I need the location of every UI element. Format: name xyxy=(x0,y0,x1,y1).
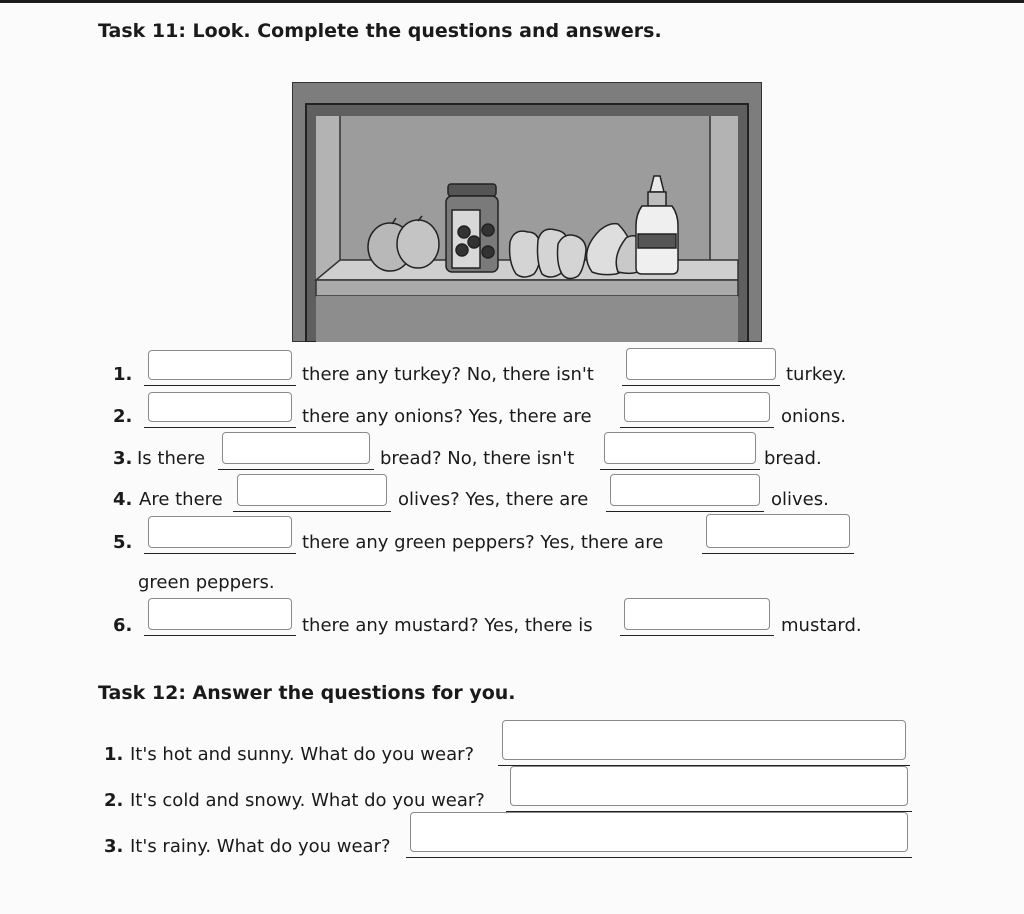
q3-blank-1[interactable] xyxy=(218,432,374,470)
q1-blank-2[interactable] xyxy=(622,348,780,386)
q4-text: olives? Yes, there are xyxy=(398,489,589,510)
q5-blank-2[interactable] xyxy=(702,514,854,554)
q3-text: bread? No, there isn't xyxy=(380,448,575,469)
t12-q3-answer[interactable] xyxy=(406,812,912,858)
q1-end: turkey. xyxy=(786,364,847,385)
q3-end: bread. xyxy=(764,448,822,469)
task12-title: Task 12: Answer the questions for you. xyxy=(98,682,516,704)
q4-end: olives. xyxy=(771,489,829,510)
fridge-illustration xyxy=(292,82,762,342)
q5-number: 5. xyxy=(113,532,133,553)
t12-q3-number: 3. xyxy=(104,836,124,857)
q4-start: Are there xyxy=(139,489,223,510)
t12-q2-number: 2. xyxy=(104,790,124,811)
q3-blank-2[interactable] xyxy=(600,432,760,470)
t12-q1-number: 1. xyxy=(104,744,124,765)
q2-end: onions. xyxy=(781,406,846,427)
t12-q2-text: It's cold and snowy. What do you wear? xyxy=(130,790,485,811)
task11-title: Task 11: Look. Complete the questions and answers. xyxy=(98,20,662,42)
q1-number: 1. xyxy=(113,364,133,385)
q4-number: 4. xyxy=(113,489,133,510)
olive-jar xyxy=(446,184,498,272)
q5-text: there any green peppers? Yes, there are xyxy=(302,532,664,553)
t12-q3-text: It's rainy. What do you wear? xyxy=(130,836,391,857)
q3-start: Is there xyxy=(137,448,206,469)
q2-blank-2[interactable] xyxy=(620,392,774,428)
q1-text: there any turkey? No, there isn't xyxy=(302,364,594,385)
q3-number: 3. xyxy=(113,448,133,469)
green-peppers xyxy=(510,229,586,278)
q6-text: there any mustard? Yes, there is xyxy=(302,615,593,636)
q5-blank-1[interactable] xyxy=(144,516,296,554)
q2-text: there any onions? Yes, there are xyxy=(302,406,592,427)
t12-q2-answer[interactable] xyxy=(506,766,912,812)
t12-q1-answer[interactable] xyxy=(498,720,910,766)
q2-blank-1[interactable] xyxy=(144,392,296,428)
q6-blank-1[interactable] xyxy=(144,598,296,636)
q1-blank-1[interactable] xyxy=(144,350,296,386)
top-border xyxy=(0,0,1024,3)
q4-blank-2[interactable] xyxy=(606,474,764,512)
q5-end: green peppers. xyxy=(138,572,275,593)
q6-end: mustard. xyxy=(781,615,862,636)
q2-number: 2. xyxy=(113,406,133,427)
t12-q1-text: It's hot and sunny. What do you wear? xyxy=(130,744,475,765)
q6-blank-2[interactable] xyxy=(620,598,774,636)
q4-blank-1[interactable] xyxy=(233,474,391,512)
q6-number: 6. xyxy=(113,615,133,636)
